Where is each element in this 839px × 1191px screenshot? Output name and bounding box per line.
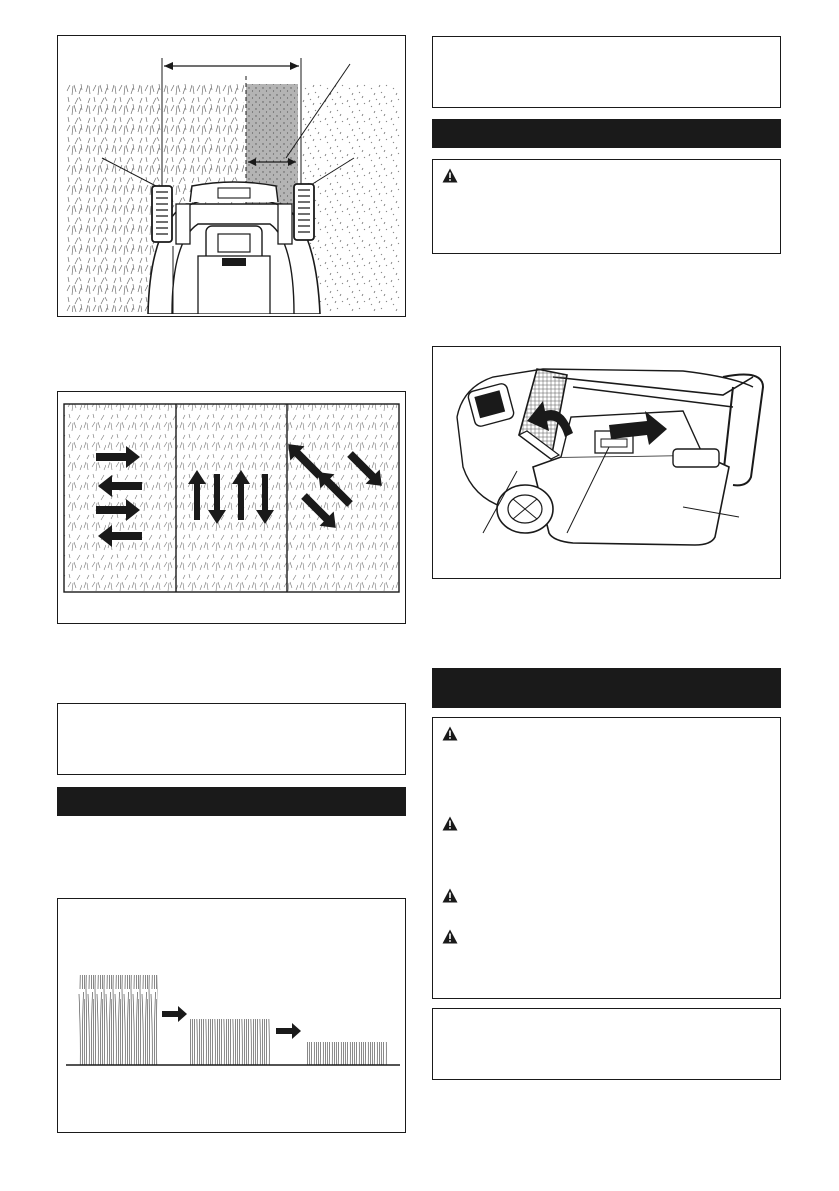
mower-overlap-illustration: [58, 36, 403, 314]
section-heading-bar: [57, 787, 406, 816]
warning-triangle-icon: [442, 929, 458, 944]
warning-triangle-icon: [442, 816, 458, 831]
figure-mowing-patterns: [57, 391, 406, 624]
warning-box: [432, 159, 781, 254]
warning-triangle-icon: [442, 888, 458, 903]
gradual-cutting-illustration: [58, 899, 403, 1130]
grass-basket-illustration: [433, 347, 778, 576]
section-heading-bar-right: [432, 119, 781, 148]
warning-triangle-icon: [442, 168, 458, 183]
note-box-top: [432, 36, 781, 108]
section-heading-bar-tall: [432, 668, 781, 708]
note-box-bottom: [432, 1008, 781, 1080]
figure-grass-basket: [432, 346, 781, 579]
mowing-patterns-illustration: [58, 392, 403, 621]
warning-triangle-icon: [442, 726, 458, 741]
figure-gradual-cutting: [57, 898, 406, 1133]
warning-box-multi: [432, 717, 781, 999]
figure-mowing-width: [57, 35, 406, 317]
note-box: [57, 703, 406, 775]
